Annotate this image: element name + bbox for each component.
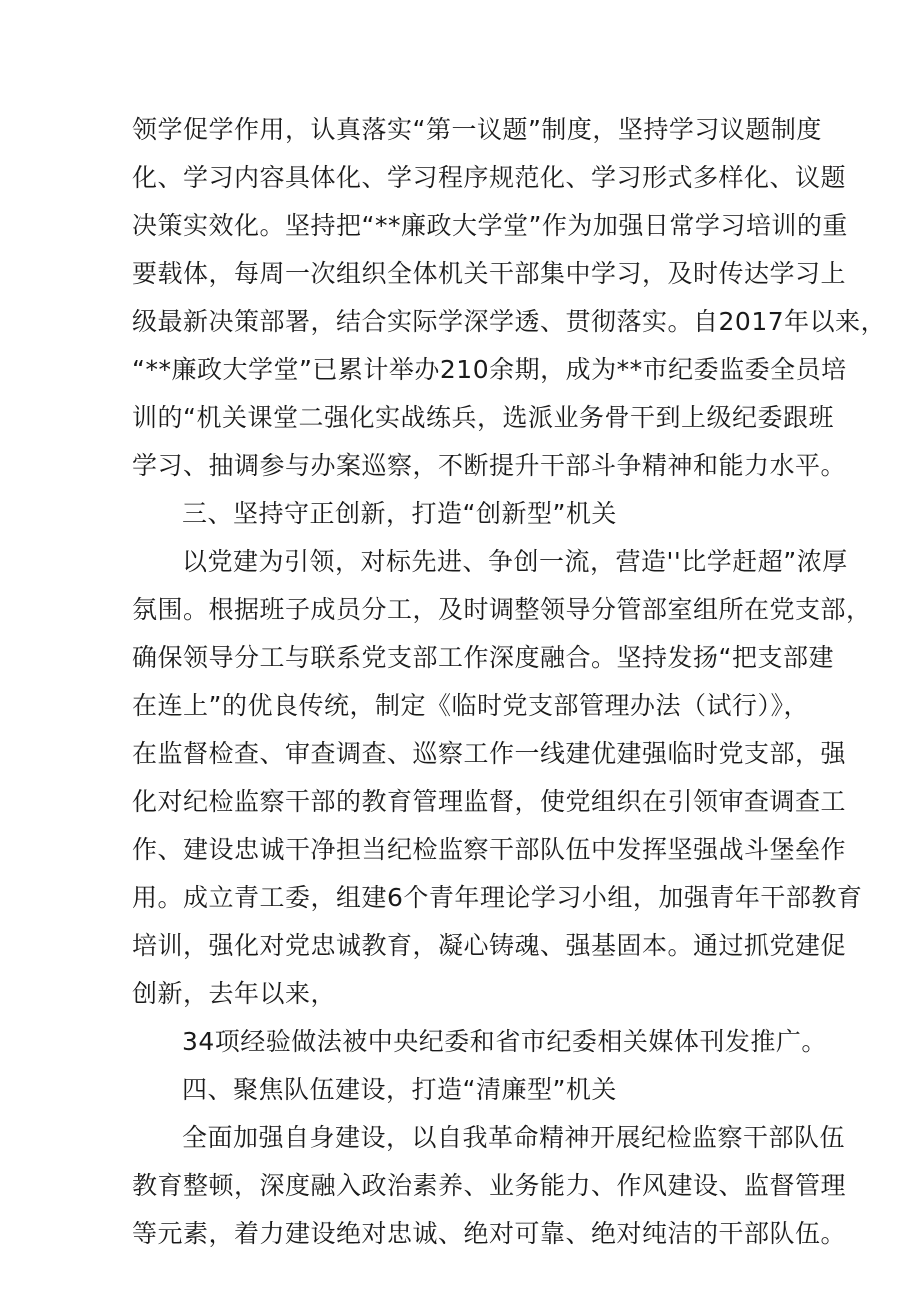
body-line-7: 训的“机关课堂二强化实战练兵，选派业务骨干到上级纪委跟班 (132, 403, 834, 432)
body-line-19: 34项经验做法被中央纪委和省市纪委相关媒体刊发推广。 (182, 1027, 827, 1056)
body-line-12: 在连上”的优良传统，制定《临时党支部管理办法（试行）》， (132, 691, 809, 720)
section-heading-4: 四、聚焦队伍建设，打造“清廉型”机关 (182, 1075, 617, 1104)
body-line-17: 培训，强化对党忠诚教育，凝心铸魂、强基固本。通过抓党建促 (132, 931, 847, 960)
section-heading-3: 三、坚持守正创新，打造“创新型”机关 (182, 499, 617, 528)
body-line-18: 创新，去年以来， (132, 979, 337, 1008)
body-line-15: 作、建设忠诚干净担当纪检监察干部队伍中发挥坚强战斗堡垒作 (132, 835, 847, 864)
body-line-3: 决策实效化。坚持把“**廉政大学堂”作为加强日常学习培训的重 (132, 211, 848, 240)
body-line-16: 用。成立青工委，组建6个青年理论学习小组，加强青年干部教育 (132, 883, 863, 912)
body-line-1: 领学促学作用，认真落实“第一议题”制度，坚持学习议题制度 (132, 115, 822, 144)
body-line-6: “**廉政大学堂”已累计举办210余期，成为**市纪委监委全员培 (132, 355, 847, 384)
body-line-22: 等元素，着力建设绝对忠诚、绝对可靠、绝对纯洁的干部队伍。 (132, 1219, 847, 1248)
body-line-10: 氛围。根据班子成员分工，及时调整领导分管部室组所在党支部， (132, 595, 872, 624)
body-line-8: 学习、抽调参与办案巡察，不断提升干部斗争精神和能力水平。 (132, 451, 847, 480)
body-line-21: 教育整顿，深度融入政治素养、业务能力、作风建设、监督管理 (132, 1171, 847, 1200)
body-line-2: 化、学习内容具体化、学习程序规范化、学习形式多样化、议题 (132, 163, 847, 192)
body-line-9: 以党建为引领，对标先进、争创一流，营造''比学赶超”浓厚 (182, 547, 848, 576)
body-line-11: 确保领导分工与联系党支部工作深度融合。坚持发扬“把支部建 (132, 643, 834, 672)
body-line-4: 要载体，每周一次组织全体机关干部集中学习，及时传达学习上 (132, 259, 847, 288)
body-line-13: 在监督检查、审查调查、巡察工作一线建优建强临时党支部，强 (132, 739, 847, 768)
body-line-5: 级最新决策部署，结合实际学深学透、贯彻落实。自2017年以来， (132, 307, 887, 336)
body-line-20: 全面加强自身建设，以自我革命精神开展纪检监察干部队伍 (182, 1123, 846, 1152)
body-line-14: 化对纪检监察干部的教育管理监督，使党组织在引领审查调查工 (132, 787, 847, 816)
